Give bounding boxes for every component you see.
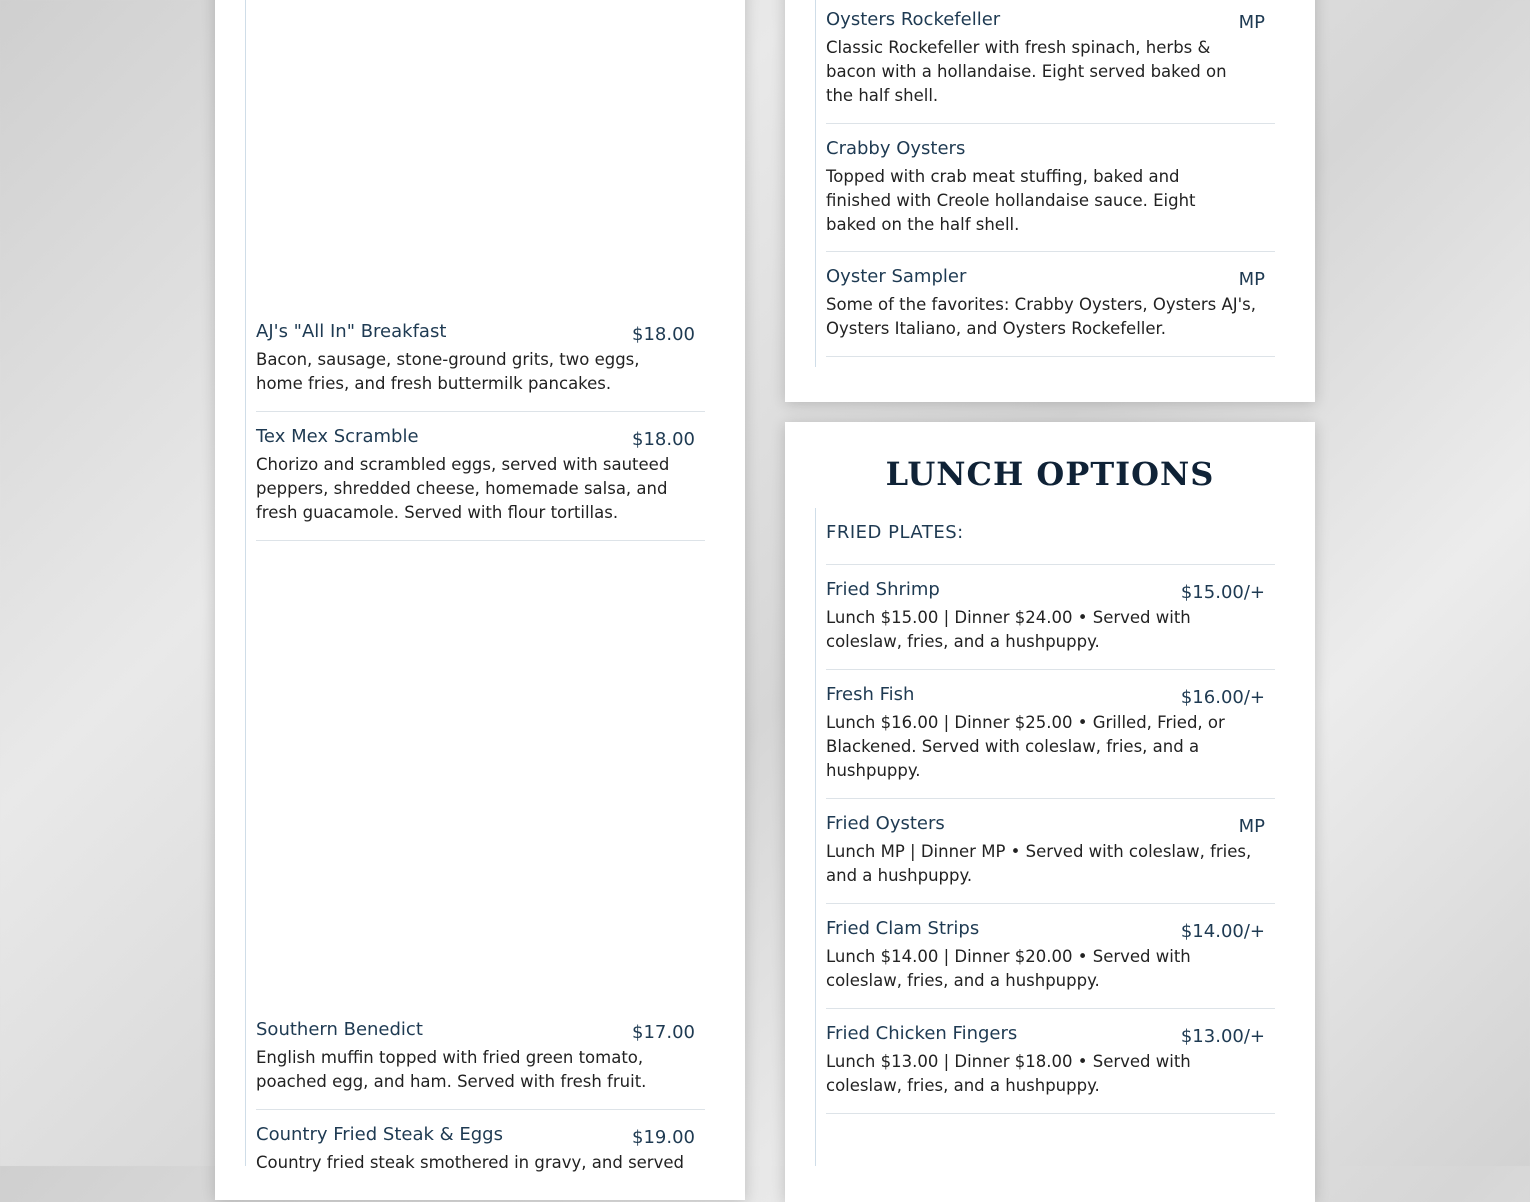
item-description: Chorizo and scrambled eggs, served with sauteed peppers, shredded cheese, homemade salsa, and fresh guacamole. Served with flour tortillas. [256, 455, 670, 522]
item-price: $13.00/+ [1180, 1026, 1265, 1047]
subheading-divider [826, 564, 1275, 565]
item-name: Southern Benedict [256, 1019, 423, 1040]
menu-item [826, 9, 1275, 124]
item-price: $19.00 [632, 1127, 695, 1148]
item-name: Fried Clam Strips [826, 918, 980, 939]
item-name: Oysters Rockefeller [826, 9, 1001, 30]
item-name: Fried Shrimp [826, 579, 940, 600]
oysters-divider [815, 0, 816, 367]
item-name: Country Fried Steak & Eggs [256, 1124, 503, 1145]
item-description: Classic Rockefeller with fresh spinach, herbs & bacon with a hollandaise. Eight served baked on the half shell. [826, 38, 1227, 105]
item-price: $14.00/+ [1180, 921, 1265, 942]
item-description: Lunch $13.00 | Dinner $18.00 • Served with coleslaw, fries, and a hushpuppy. [826, 1052, 1191, 1095]
item-price: $17.00 [632, 1022, 695, 1043]
item-name: Crabby Oysters [826, 138, 966, 159]
menu-item [826, 1023, 1275, 1114]
menu-item [256, 1124, 705, 1184]
lunch-divider [815, 508, 816, 1166]
section-title: LUNCH OPTIONS [885, 455, 1215, 493]
item-name: Oyster Sampler [826, 266, 967, 287]
item-price: MP [1238, 816, 1265, 837]
item-price: $18.00 [632, 324, 695, 345]
item-price: $15.00/+ [1180, 582, 1265, 603]
item-description: Bacon, sausage, stone-ground grits, two eggs, home fries, and fresh buttermilk pancakes. [256, 350, 640, 393]
menu-item [256, 426, 705, 541]
item-price: MP [1238, 12, 1265, 33]
item-description: Lunch MP | Dinner MP • Served with coleslaw, fries, and a hushpuppy. [826, 842, 1252, 885]
item-name: AJ's "All In" Breakfast [256, 321, 447, 342]
menu-item [256, 1019, 705, 1110]
menu-item [826, 138, 1275, 252]
item-name: Fried Oysters [826, 813, 945, 834]
item-description: Country fried steak smothered in gravy, and served [256, 1153, 684, 1172]
breakfast-divider [245, 0, 246, 1166]
item-description: Some of the favorites: Crabby Oysters, Oysters AJ's, Oysters Italiano, and Oysters Rockefeller. [826, 295, 1257, 338]
item-description: Lunch $15.00 | Dinner $24.00 • Served with coleslaw, fries, and a hushpuppy. [826, 608, 1191, 651]
menu-item [826, 918, 1275, 1009]
item-description: Topped with crab meat stuffing, baked and finished with Creole hollandaise sauce. Eight baked on the half shell. [826, 167, 1196, 234]
item-name: Fried Chicken Fingers [826, 1023, 1018, 1044]
item-name: Fresh Fish [826, 684, 915, 705]
menu-item [826, 684, 1275, 799]
menu-item [826, 813, 1275, 904]
item-price: $18.00 [632, 429, 695, 450]
subheading: FRIED PLATES: [826, 522, 964, 543]
item-description: Lunch $16.00 | Dinner $25.00 • Grilled, Fried, or Blackened. Served with coleslaw, fries, and a hushpuppy. [826, 713, 1225, 780]
menu-item [256, 321, 705, 412]
item-name: Tex Mex Scramble [256, 426, 419, 447]
menu-item [826, 579, 1275, 670]
item-description: Lunch $14.00 | Dinner $20.00 • Served with coleslaw, fries, and a hushpuppy. [826, 947, 1191, 990]
menu-item [826, 266, 1275, 357]
item-description: English muffin topped with fried green tomato, poached egg, and ham. Served with fresh fruit. [256, 1048, 647, 1091]
item-price: MP [1238, 269, 1265, 290]
item-price: $16.00/+ [1180, 687, 1265, 708]
